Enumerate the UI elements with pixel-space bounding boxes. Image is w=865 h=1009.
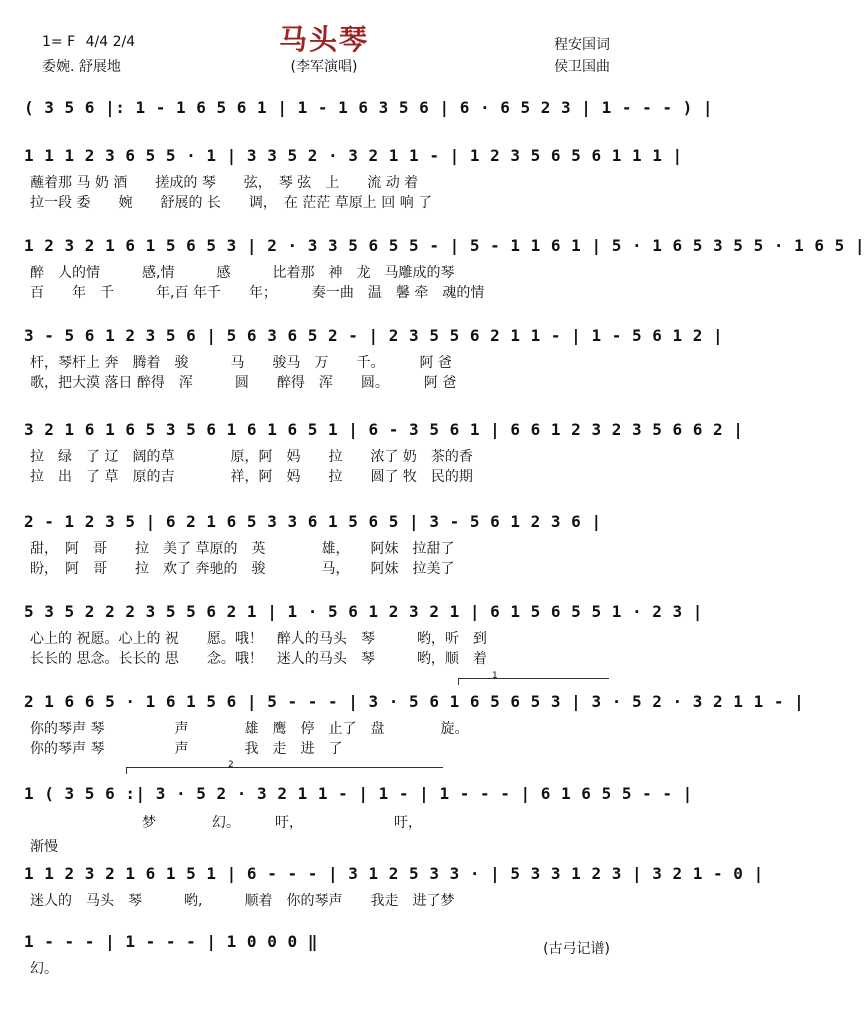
score-system-2-lyric-2: 拉一段 委 婉 舒展的 长 调， 在 茫茫 草原上 回 响 了: [30, 195, 433, 211]
score-system-7-notes: 5 3 5 2 2 2 3 5 5 6 2 1 | 1 · 5 6 1 2 3 2 1 | 6 1 5 6 5 5 1 · 2 3 |: [24, 602, 703, 621]
score-system-2-lyric-1: 蘸着那 马 奶 酒 搓成的 琴 弦， 琴 弦 上 流 动 着: [30, 175, 419, 191]
score-system-8-lyric-2: 你的琴声 琴 声 我 走 进 了: [30, 741, 343, 757]
score-system-4-lyric-2: 歌，把大漠 落日 醉得 浑 圆 醉得 浑 圆。 阿 爸: [30, 375, 457, 391]
score-system-6-lyric-2: 盼， 阿 哥 拉 欢了 奔驰的 骏 马， 阿妹 拉美了: [30, 561, 455, 577]
score-system-3-notes: 1 2 3 2 1 6 1 5 6 5 3 | 2 · 3 3 5 6 5 5 - | 5 - 1 1 6 1 | 5 · 1 6 5 3 5 5 · 1 6 5 |: [24, 236, 865, 255]
score-system-8-notes: 2 1 6 6 5 · 1 6 1 5 6 | 5 - - - | 3 · 5 6 1 6 5 6 5 3 | 3 · 5 2 · 3 2 1 1 - |: [24, 692, 805, 711]
score-system-4-lyric-1: 杆，琴杆上 奔 腾着 骏 马 骏马 万 千。 阿 爸: [30, 355, 452, 371]
score-system-6-lyric-1: 甜， 阿 哥 拉 美了 草原的 英 雄， 阿妹 拉甜了: [30, 541, 455, 557]
time-signature-text: 4/4 2/4: [85, 34, 136, 50]
score-system-5-notes: 3 2 1 6 1 6 5 3 5 6 1 6 1 6 5 1 | 6 - 3 5 6 1 | 6 6 1 2 3 2 3 5 6 6 2 |: [24, 420, 744, 439]
key-signature-text: 1= F: [42, 34, 76, 50]
volta-1-number: 1: [492, 671, 498, 681]
score-system-3-lyric-2: 百 年 千 年,百 年千 年； 奏一曲 温 馨 牵 魂的情: [30, 285, 485, 301]
score-system-4-notes: 3 - 5 6 1 2 3 5 6 | 5 6 3 6 5 2 - | 2 3 5 5 6 2 1 1 - | 1 - 5 6 1 2 |: [24, 326, 724, 345]
score-system-10-lyric-1: 迷人的 马头 琴 哟, 顺着 你的琴声 我走 进了梦: [30, 893, 455, 909]
score-system-9-lyric-1: 梦 幻。 吁， 吁，: [30, 815, 422, 831]
slow-marking: 渐慢: [30, 839, 58, 855]
volta-2-bracket: [126, 767, 443, 774]
page-title: 马头琴: [278, 23, 369, 56]
score-system-9-notes: 1 ( 3 5 6 :| 3 · 5 2 · 3 2 1 1 - | 1 - | 1 - - - | 6 1 6 5 5 - - |: [24, 784, 693, 803]
score-system-7-lyric-1: 心上的 祝愿。心上的 祝 愿。哦！ 醉人的马头 琴 哟，听 到: [30, 631, 487, 647]
score-system-11-notes: 1 - - - | 1 - - - | 1 0 0 0 ‖: [24, 932, 318, 951]
score-system-11-lyric-1: 幻。: [30, 961, 58, 977]
key-signature: [42, 34, 135, 50]
source-note: (古弓记谱): [543, 941, 610, 957]
score-system-5-lyric-1: 拉 绿 了 辽 阔的草 原，阿 妈 拉 浓了 奶 茶的香: [30, 449, 473, 465]
score-system-5-lyric-2: 拉 出 了 草 原的吉 祥，阿 妈 拉 圆了 牧 民的期: [30, 469, 473, 485]
score-system-2-notes: 1 1 1 2 3 6 5 5 · 1 | 3 3 5 2 · 3 2 1 1 - | 1 2 3 5 6 5 6 1 1 1 |: [24, 146, 683, 165]
volta-1-bracket: [458, 678, 609, 685]
score-system-6-notes: 2 - 1 2 3 5 | 6 2 1 6 5 3 3 6 1 5 6 5 | 3 - 5 6 1 2 3 6 |: [24, 512, 602, 531]
score-system-1-notes: ( 3 5 6 |: 1 - 1 6 5 6 1 | 1 - 1 6 3 5 6 | 6 · 6 5 2 3 | 1 - - - ) |: [24, 98, 714, 117]
score-system-3-lyric-1: 醉 人的情 感,情 感 比着那 神 龙 马雕成的琴: [30, 265, 455, 281]
score-system-10-notes: 1 1 2 3 2 1 6 1 5 1 | 6 - - - | 3 1 2 5 3 3 · | 5 3 3 1 2 3 | 3 2 1 - 0 |: [24, 864, 764, 883]
singer-credit: (李军演唱): [290, 59, 358, 75]
lyricist-credit: 程安国词: [554, 37, 610, 53]
score-system-8-lyric-1: 你的琴声 琴 声 雄 鹰 停 止了 盘 旋。: [30, 721, 469, 737]
volta-2-number: 2: [228, 760, 234, 770]
tempo-marking: 委婉. 舒展地: [42, 59, 121, 75]
score-system-7-lyric-2: 长长的 思念。长长的 思 念。哦！ 迷人的马头 琴 哟，顺 着: [30, 651, 487, 667]
composer-credit: 侯卫国曲: [554, 59, 610, 75]
